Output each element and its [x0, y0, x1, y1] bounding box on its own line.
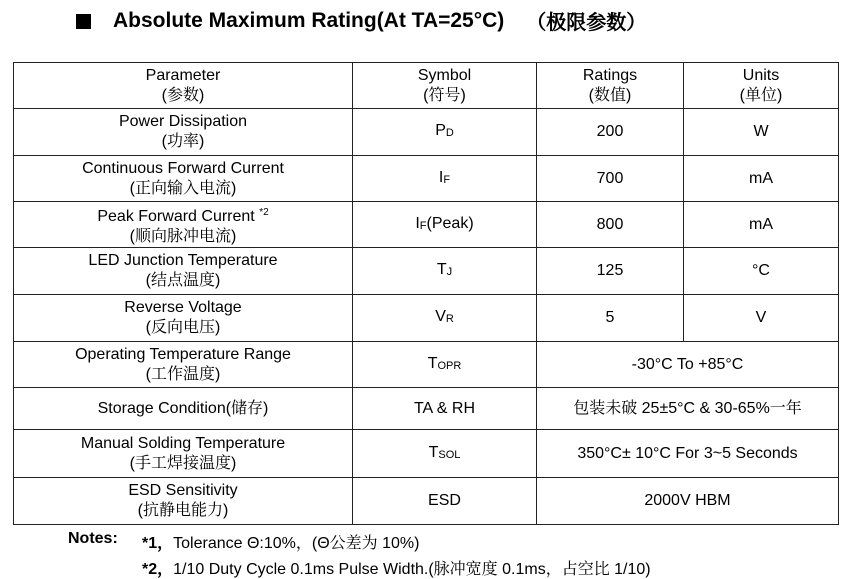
rating-span-cell: -30°C To +85°C	[537, 342, 839, 388]
symbol-cell: IF(Peak)	[353, 202, 537, 248]
parameter-cell: ESD Sensitivity (抗静电能力)	[14, 478, 353, 525]
table-row	[14, 202, 839, 248]
symbol-cell: IF	[353, 156, 537, 202]
rating-span-cell: 包装未破 25±5°C & 30-65%一年	[537, 388, 839, 430]
table-header-row	[14, 63, 839, 109]
rating-cell: 5	[537, 295, 684, 342]
parameter-cell: Power Dissipation (功率)	[14, 109, 353, 156]
parameter-cell: Peak Forward Current $^{*2}$ (顺向脉冲电流)	[14, 202, 353, 248]
unit-cell: mA	[684, 156, 839, 202]
parameter-cell: Manual Solding Temperature (手工焊接温度)	[14, 430, 353, 478]
parameter-cell: Storage Condition(储存)	[14, 388, 353, 430]
table-row	[14, 295, 839, 342]
unit-cell: mA	[684, 202, 839, 248]
note-text: 1/10 Duty Cycle 0.1ms Pulse Width.(脉冲宽度 0.1ms，占空比 1/10)	[173, 561, 651, 578]
note-text: Tolerance Θ:10%，(Θ公差为 10%)	[173, 535, 420, 552]
symbol-cell: TA & RH	[353, 388, 537, 430]
header-units: Units (单位)	[684, 63, 839, 109]
note-number: *1，	[142, 535, 174, 552]
notes-label: Notes:	[68, 530, 118, 547]
symbol-cell: PD	[353, 109, 537, 156]
header-ratings: Ratings (数值)	[537, 63, 684, 109]
symbol-cell: TOPR	[353, 342, 537, 388]
note-number: *2，	[142, 561, 174, 578]
parameter-cell: Continuous Forward Current (正向输入电流)	[14, 156, 353, 202]
unit-cell: °C	[684, 248, 839, 295]
table-row	[14, 430, 839, 478]
table-row	[14, 248, 839, 295]
table-row	[14, 109, 839, 156]
symbol-cell: TJ	[353, 248, 537, 295]
table-row	[14, 156, 839, 202]
unit-cell: V	[684, 295, 839, 342]
table-row	[14, 388, 839, 430]
note-item	[142, 530, 419, 553]
header-symbol: Symbol (符号)	[353, 63, 537, 109]
rating-cell: 800	[537, 202, 684, 248]
symbol-cell: TSOL	[353, 430, 537, 478]
parameter-cell: Reverse Voltage (反向电压)	[14, 295, 353, 342]
bullet-square-icon	[76, 14, 91, 29]
rating-span-cell: 350°C± 10°C For 3~5 Seconds	[537, 430, 839, 478]
rating-cell: 125	[537, 248, 684, 295]
unit-cell: W	[684, 109, 839, 156]
title-cn: （极限参数）	[526, 10, 647, 34]
parameter-cell: Operating Temperature Range (工作温度)	[14, 342, 353, 388]
rating-cell: 200	[537, 109, 684, 156]
symbol-cell: ESD	[353, 478, 537, 525]
page-title	[76, 6, 646, 35]
table-row	[14, 478, 839, 525]
rating-cell: 700	[537, 156, 684, 202]
header-parameter: Parameter (参数)	[14, 63, 353, 109]
symbol-cell: VR	[353, 295, 537, 342]
rating-table	[13, 62, 839, 525]
rating-span-cell: 2000V HBM	[537, 478, 839, 525]
title-text: Absolute Maximum Rating(At TA=25°C)	[113, 8, 505, 32]
parameter-cell: LED Junction Temperature (结点温度)	[14, 248, 353, 295]
table-row	[14, 342, 839, 388]
